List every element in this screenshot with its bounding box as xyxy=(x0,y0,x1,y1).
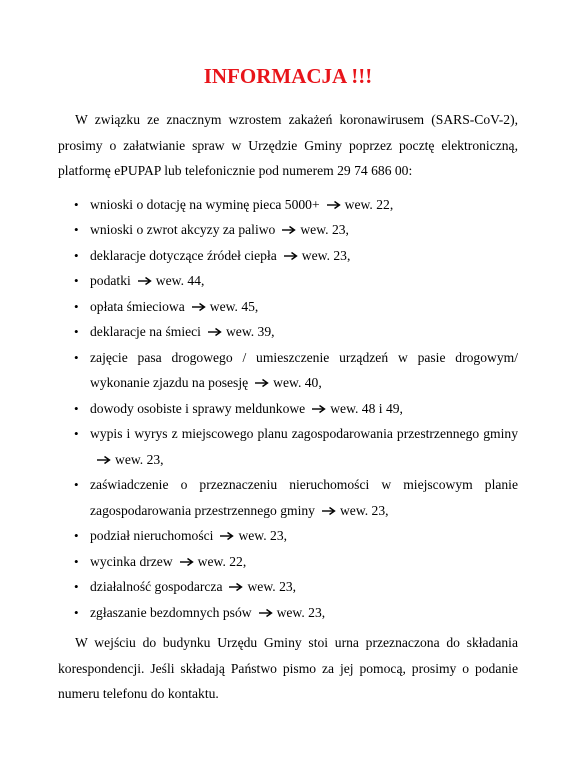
bullet-icon: • xyxy=(74,579,79,594)
bullet-icon: • xyxy=(74,553,79,569)
list-item-text: deklaracje na śmieci xyxy=(90,324,201,339)
bullet-icon: • xyxy=(74,400,79,416)
list-item xyxy=(58,192,518,218)
bullet-icon: • xyxy=(74,273,79,288)
list-item-extension: wew. 22, xyxy=(344,196,394,212)
list-item-text: wycinka drzew xyxy=(90,553,173,569)
arrow-right-icon xyxy=(97,447,111,473)
list-item-extension: wew. 39, xyxy=(225,324,275,339)
list-item-extension: wew. 23, xyxy=(115,451,164,467)
list-item-text: zajęcie pasa drogowego / umieszczenie urządzeń w pasie drogowym/ wykonanie zjazdu na posesję xyxy=(90,349,518,390)
contact-list xyxy=(58,192,518,626)
list-item-text: deklaracje dotyczące źródeł ciepła xyxy=(90,247,277,263)
list-item-text: opłata śmieciowa xyxy=(90,298,185,314)
document-title: INFORMACJA !!! xyxy=(203,64,373,88)
list-item xyxy=(58,294,518,320)
bullet-icon: • xyxy=(74,426,79,441)
list-item xyxy=(58,268,518,294)
arrow-right-icon xyxy=(259,600,273,626)
list-item xyxy=(58,574,518,600)
list-item-text: podatki xyxy=(90,273,131,288)
list-item xyxy=(58,523,518,549)
arrow-right-icon xyxy=(284,243,298,269)
list-item xyxy=(58,345,518,396)
list-item-text: wnioski o dotację na wyminę pieca 5000+ xyxy=(90,196,320,212)
list-item-extension: wew. 44, xyxy=(155,273,205,288)
list-item-extension: wew. 23, xyxy=(238,528,288,543)
arrow-right-icon xyxy=(138,268,152,294)
arrow-right-icon xyxy=(180,549,194,575)
arrow-right-icon xyxy=(192,294,206,320)
list-item-extension: wew. 23, xyxy=(339,502,389,518)
bullet-icon: • xyxy=(74,298,79,314)
list-item-text: podział nieruchomości xyxy=(90,528,214,543)
arrow-right-icon xyxy=(229,574,243,600)
arrow-right-icon xyxy=(255,370,269,396)
intro-paragraph: W związku ze znacznym wzrostem zakażeń koronawirusem (SARS-CoV-2), prosimy o załatwianie spraw w Urzędzie Gminy poprzez pocztę elektroniczną, platformę ePUPAP lub telefonicznie pod numerem 29 74 686 00: xyxy=(58,112,518,178)
arrow-right-icon xyxy=(208,319,222,345)
list-item-text: dowody osobiste i sprawy meldunkowe xyxy=(90,400,306,416)
bullet-icon: • xyxy=(74,528,79,543)
bullet-icon: • xyxy=(74,196,79,212)
list-item-text: działalność gospodarcza xyxy=(90,579,223,594)
list-item xyxy=(58,600,518,626)
list-item-text: wypis i wyrys z miejscowego planu zagospodarowania przestrzennego gminy xyxy=(90,426,518,441)
list-item xyxy=(58,243,518,269)
list-item-extension: wew. 45, xyxy=(209,298,259,314)
list-item-extension: wew. 23, xyxy=(301,247,351,263)
list-item-extension: wew. 23, xyxy=(247,579,297,594)
bullet-icon: • xyxy=(74,477,79,492)
list-item-text: zgłaszanie bezdomnych psów xyxy=(90,604,252,620)
list-item xyxy=(58,319,518,345)
arrow-right-icon xyxy=(220,523,234,549)
list-item xyxy=(58,421,518,472)
list-item-extension: wew. 48 i 49, xyxy=(330,400,403,416)
outro-paragraph: W wejściu do budynku Urzędu Gminy stoi urna przeznaczona do składania korespondencji. Jeśli składają Państwo pismo za jej pomocą, prosimy o podanie numeru telefonu do kontaktu. xyxy=(58,635,518,701)
arrow-right-icon xyxy=(312,396,326,422)
document-page xyxy=(58,62,518,707)
list-item-extension: wew. 23, xyxy=(276,604,326,620)
list-item xyxy=(58,396,518,422)
list-item-extension: wew. 40, xyxy=(273,375,322,390)
bullet-icon: • xyxy=(74,604,79,620)
list-item-text: wnioski o zwrot akcyzy za paliwo xyxy=(90,222,276,237)
list-item-text: zaświadczenie o przeznaczeniu nieruchomości w miejscowym planie zagospodarowania przestrzennego gminy xyxy=(90,477,518,518)
list-item xyxy=(58,549,518,575)
bullet-icon: • xyxy=(74,324,79,339)
arrow-right-icon xyxy=(282,217,296,243)
arrow-right-icon xyxy=(322,498,336,524)
list-item-extension: wew. 23, xyxy=(300,222,349,237)
bullet-icon: • xyxy=(74,222,79,237)
bullet-icon: • xyxy=(74,247,79,263)
list-item xyxy=(58,472,518,523)
list-item xyxy=(58,217,518,243)
list-item-extension: wew. 22, xyxy=(197,553,247,569)
arrow-right-icon xyxy=(327,192,341,218)
bullet-icon: • xyxy=(74,349,79,365)
